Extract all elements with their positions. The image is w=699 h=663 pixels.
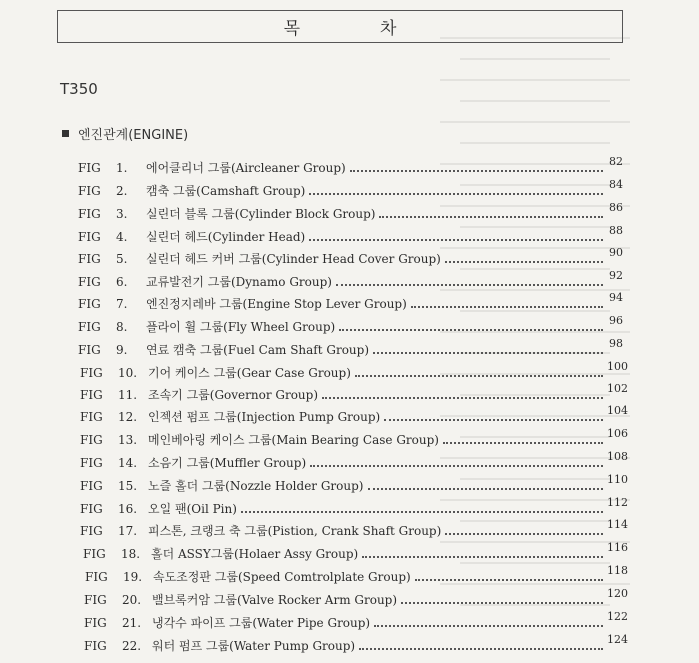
toc-entry-number: 3. [116,207,128,221]
toc-entry-page-number: 100 [607,360,628,373]
toc-entry-leader-dots [373,352,603,354]
toc-entry-fig-label: FIG [80,433,103,447]
toc-entry-page-number: 88 [609,224,623,237]
toc-entry-title: 교류발전기 그룹(Dynamo Group) [146,275,332,289]
toc-entry-page-number: 122 [607,610,628,623]
toc-entry [78,201,623,222]
toc-entry-leader-dots [350,170,603,172]
toc-entry [78,291,623,312]
toc-entry-leader-dots [368,488,604,490]
toc-entry-page-number: 108 [607,450,628,463]
toc-entry-leader-dots [445,533,603,535]
toc-entry-page-number: 86 [609,201,623,214]
toc-entry-fig-label: FIG [78,230,101,244]
toc-entry [80,450,628,471]
toc-entry-number: 19. [123,570,143,584]
toc-entry-title: 밸브록커암 그룹(Valve Rocker Arm Group) [152,593,398,607]
section-heading [62,124,188,143]
toc-entry-number: 21. [122,616,142,630]
toc-entry [84,587,628,608]
toc-entry-number: 20. [122,593,142,607]
toc-entry-number: 15. [118,479,138,493]
toc-entry-number: 2. [116,184,128,198]
toc-entry-fig-label: FIG [84,639,107,653]
toc-entry-page-number: 96 [609,314,623,327]
toc-entry-title: 실린더 블록 그룹(Cylinder Block Group) [146,207,376,221]
toc-entry [80,518,628,539]
toc-entry-leader-dots [411,306,603,308]
toc-entry-number: 18. [121,547,141,561]
model-heading: T350 [60,80,98,98]
toc-entry-title: 플라이 휠 그룹(Fly Wheel Group) [146,320,336,334]
toc-entry-page-number: 92 [609,269,623,282]
toc-entry-title: 홀더 ASSY그룹(Holaer Assy Group) [151,547,359,561]
toc-entry-leader-dots [241,511,603,513]
toc-entry-title: 조속기 그룹(Governor Group) [148,388,319,402]
toc-entry-number: 6. [116,275,128,289]
toc-entry-number: 5. [116,252,128,266]
toc-entry-number: 13. [118,433,138,447]
toc-entry-title: 인젝션 펌프 그룹(Injection Pump Group) [148,410,381,424]
toc-entry-page-number: 106 [607,427,628,440]
toc-entry-title: 오일 팬(Oil Pin) [148,502,237,516]
toc-entry-leader-dots [359,648,603,650]
toc-entry [83,541,628,562]
toc-entry-title: 속도조정판 그룹(Speed Comtrolplate Group) [153,570,411,584]
toc-entry-leader-dots [339,329,603,331]
toc-entry-leader-dots [309,193,603,195]
toc-entry-fig-label: FIG [78,207,101,221]
toc-entry-title: 실린더 헤드(Cylinder Head) [146,230,306,244]
toc-entry-title: 피스톤, 크랭크 축 그룹(Pistion, Crank Shaft Group) [148,524,442,538]
toc-entry [78,314,623,335]
toc-entry-fig-label: FIG [84,616,107,630]
toc-entry-page-number: 124 [607,633,628,646]
toc-entry-leader-dots [401,602,603,604]
toc-entry-number: 7. [116,297,128,311]
toc-entry-title: 냉각수 파이프 그룹(Water Pipe Group) [152,616,371,630]
toc-entry-number: 22. [122,639,142,653]
toc-entry-title: 기어 케이스 그룹(Gear Case Group) [148,366,351,380]
toc-entry-number: 4. [116,230,128,244]
toc-entry-title: 캠축 그룹(Camshaft Group) [146,184,306,198]
toc-entry [80,473,628,494]
toc-entry-leader-dots [379,216,603,218]
toc-entry-number: 17. [118,524,138,538]
toc-entry-page-number: 82 [609,155,623,168]
toc-entry [84,610,628,631]
toc-entry-page-number: 102 [607,382,628,395]
toc-entry-number: 16. [118,502,138,516]
toc-entry-number: 14. [118,456,138,470]
toc-entry-leader-dots [309,239,603,241]
toc-entry-page-number: 84 [609,178,623,191]
toc-entry-leader-dots [322,397,603,399]
section-title: 엔진관계(ENGINE) [78,128,189,143]
toc-entry [85,564,628,585]
toc-entry [78,269,623,290]
toc-entry-fig-label: FIG [80,524,103,538]
toc-entry-leader-dots [443,442,603,444]
toc-entry-leader-dots [355,375,603,377]
toc-entry-fig-label: FIG [78,252,101,266]
toc-entry-number: 10. [118,366,138,380]
toc-entry-fig-label: FIG [78,161,101,175]
toc-entry [78,178,623,199]
toc-entry-title: 연료 캠축 그룹(Fuel Cam Shaft Group) [146,343,370,357]
toc-entry-number: 9. [116,343,128,357]
toc-entry-page-number: 98 [609,337,623,350]
toc-entry-fig-label: FIG [80,388,103,402]
page-title-left: 목 [283,19,300,39]
toc-entry-title: 노즐 홀더 그룹(Nozzle Holder Group) [148,479,364,493]
toc-entry-page-number: 104 [607,404,628,417]
toc-entry-page-number: 110 [607,473,628,486]
toc-entry [80,496,628,517]
toc-entry-number: 1. [116,161,128,175]
page-title-box [57,10,623,43]
toc-entry [78,337,623,358]
toc-entry-number: 11. [118,388,138,402]
toc-entry-page-number: 116 [607,541,628,554]
toc-entry-fig-label: FIG [80,410,103,424]
toc-entry-fig-label: FIG [85,570,108,584]
toc-entry-fig-label: FIG [78,297,101,311]
toc-entry-leader-dots [310,465,603,467]
toc-entry-leader-dots [415,579,603,581]
toc-entry-page-number: 94 [609,291,623,304]
toc-entry-fig-label: FIG [78,320,101,334]
toc-entry-page-number: 114 [607,518,628,531]
toc-entry-fig-label: FIG [78,343,101,357]
toc-entry-leader-dots [336,284,603,286]
toc-entry-page-number: 90 [609,246,623,259]
toc-entry-leader-dots [445,261,603,263]
toc-entry [80,382,628,403]
toc-entry-title: 엔진정지레바 그룹(Engine Stop Lever Group) [146,297,407,311]
toc-entry [78,155,623,176]
toc-entry-number: 8. [116,320,128,334]
toc-entry-fig-label: FIG [83,547,106,561]
toc-entry-page-number: 112 [607,496,628,509]
toc-entry-page-number: 118 [607,564,628,577]
toc-entry [78,246,623,267]
toc-entry-fig-label: FIG [80,366,103,380]
toc-entry-title: 에어클리너 그룹(Aircleaner Group) [146,161,346,175]
toc-entry-fig-label: FIG [80,456,103,470]
toc-entry-fig-label: FIG [84,593,107,607]
toc-entry-fig-label: FIG [78,275,101,289]
toc-entry [80,427,628,448]
toc-entry-title: 실린더 헤드 커버 그룹(Cylinder Head Cover Group) [146,252,441,266]
toc-entry-leader-dots [362,556,603,558]
toc-entry-title: 소음기 그룹(Muffler Group) [148,456,307,470]
toc-entry [84,633,628,654]
toc-entry [80,360,628,381]
toc-entry [78,224,623,245]
toc-entry-leader-dots [384,419,603,421]
toc-entry-fig-label: FIG [80,479,103,493]
bullet-square-icon [62,130,69,137]
toc-entry-page-number: 120 [607,587,628,600]
toc-entry-fig-label: FIG [80,502,103,516]
toc-entry-title: 메인베아링 케이스 그룹(Main Bearing Case Group) [148,433,439,447]
toc-entry [80,404,628,425]
page-title-right: 차 [380,19,397,39]
toc-entry-number: 12. [118,410,138,424]
toc-entry-leader-dots [374,625,603,627]
toc-entry-fig-label: FIG [78,184,101,198]
toc-entry-title: 워터 펌프 그룹(Water Pump Group) [152,639,356,653]
